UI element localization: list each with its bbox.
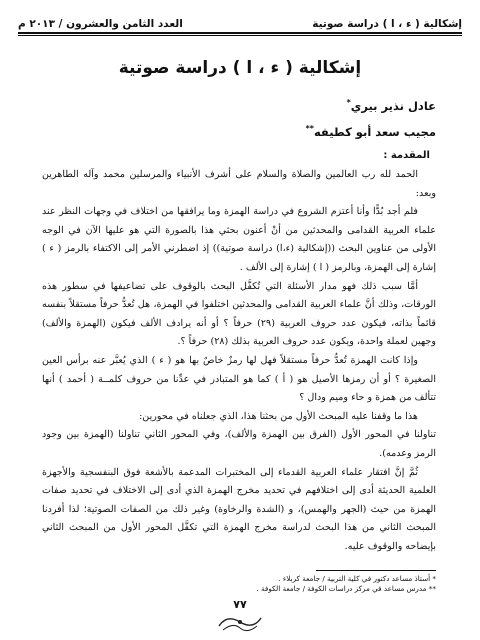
author-1 — [347, 98, 436, 113]
author-1-mark: * — [346, 98, 351, 107]
footnote-rule — [316, 570, 436, 571]
body-text — [42, 166, 436, 556]
running-title: إشكالية ( ء ، ا ) دراسة صوتية — [312, 18, 462, 30]
footnote: * أستاذ مساعد دكتور في كلية التربية / جامعة كربلاء . — [278, 574, 436, 583]
paragraph: تناولنا في المحور الأول (الفرق بين الهمزة والألف)، وفي المحور الثاني تناولنا (الهمزة بين وجود الرمز وعدمه). — [42, 429, 436, 459]
running-header — [18, 10, 462, 30]
paragraph: ثُمَّ إنَّ افتقار علماء العربية القدماء إلى المختبرات المدعمة بالأشعة فوق البنفسجية والأجهزة العلمية الحديثة أدى إلى اختلافهم في تحديد مخرج الهمزة الذي أدى إلى الاختلاف في تحديد صفات الهمزة من حيث (الجهر والهمس)، و (الشدة والرخاوة) وغير ذلك من الصفات الصوتية؛ لذا أفردنا المبحث الثاني من هذا البحث لدراسة مخرج الهمزة التي تكفَّل المحور الأول من المبحث الثاني بإيضاحه والوقوف عليه. — [42, 466, 436, 552]
paragraph: أمَّا سبب ذلك فهو مدار الأسئلة التي تُكفَّل البحث بالوقوف على تضاعيفها في سطور هذه الورقات، وذلك أنَّ علماء العربية القدامى والمحدثين اختلفوا في الهمزة، هل تُعدُّ حرفاً مستقلاً بنفسه قائماً بذاته، فيكون عدد حروف العربية (٢٩) حرفاً ؟ أو أنه يرادف الألف فيكون (الهمزة والألف) وجهين لعملة واحدة، ويكون عدد حروف العربية بذلك (٢٨) حرفاً ؟. — [42, 280, 436, 348]
paper-title: إشكالية ( ء ، ا ) دراسة صوتية — [118, 58, 362, 78]
issue-label: العدد الثامن والعشرون / ٢٠١٣ م — [18, 18, 183, 30]
paragraph: الحمد لله رب العالمين والصلاة والسلام على أشرف الأنبياء والمرسلين محمد وآله الطاهرين وبعد: — [42, 169, 436, 199]
author-2-mark: ** — [305, 124, 314, 133]
author-2-name: مجيب سعد أبو كطيفه — [313, 124, 436, 139]
ornament-icon — [215, 610, 265, 634]
paragraph: وإذا كانت الهمزة تُعدُّ حرفاً مستقلاً فهل لها رمزٌ خاصٌ بها هو ( ء ) الذي يُعبَّر عنه برأس العين الصغيرة ؟ أو أن رمزها الأصيل هو ( أ ) كما هو المتبادر في عدِّنا من حروف كلمــة ( أحمد ) أنها تتألف من همزة و حاء وميم ودال ؟ — [42, 354, 436, 404]
footnotes — [200, 574, 436, 594]
paragraph: هذا ما وقفنا عليه المبحث الأول من بحثنا هذا، الذي جعلناه في محورين: — [139, 410, 418, 422]
author-2 — [306, 124, 436, 139]
page-number: ٧٧ — [233, 598, 247, 611]
footnote: ** مدرس مساعد في مركز دراسات الكوفة / جامعة الكوفة . — [256, 584, 436, 593]
header-rule-thin — [18, 35, 462, 36]
paragraph: فلم أجد بُدًّا وأنا أعتزم الشروع في دراسة الهمزة وما يرافقها من اختلاف في وجهات النظر عند علماء العربية القدامى والمحدثين من أنْ أعنون بحثي هذا بالصورة التي هو عليها الآن في الوجه الأولى من عناوين البحث ((إشكالية (ء،ا) دراسة صوتية)) إذ اضطرني الأمر إلى الاكتفاء بالرمز ( ء ) إشارة إلى الهمزة، وبالرمز ( ا ) إشارة إلى الألف . — [42, 206, 436, 273]
header-rule — [18, 32, 462, 34]
author-1-name: عادل نذير بيري — [350, 98, 436, 113]
section-heading: المقدمة : — [383, 150, 430, 161]
